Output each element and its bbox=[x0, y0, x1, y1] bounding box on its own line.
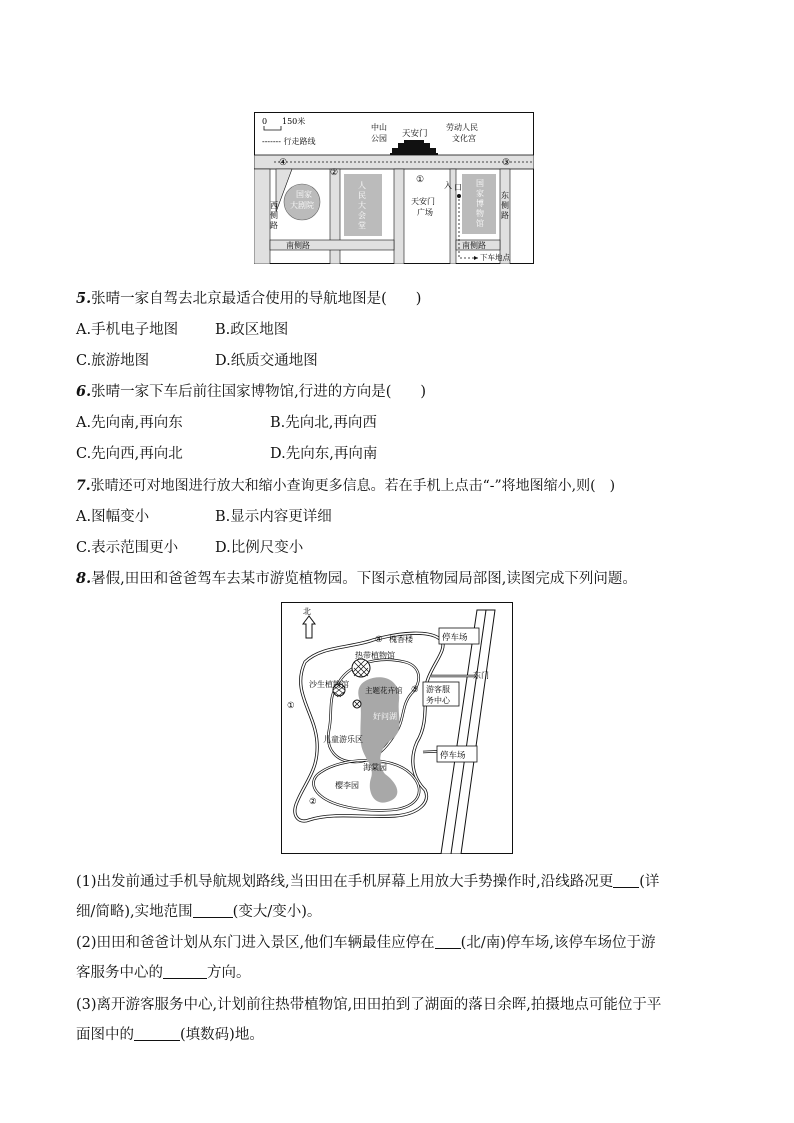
q5-option-b[interactable]: B.政区地图 bbox=[215, 322, 289, 338]
hall-label-4: 会 bbox=[358, 211, 366, 220]
theater-label-1: 国家 bbox=[296, 190, 312, 199]
entrance-label-1: 入 bbox=[444, 181, 452, 190]
hall-label-3: 大 bbox=[358, 201, 366, 210]
q7-stem: 7.张晴还可对地图进行放大和缩小查询更多信息。若在手机上点击“-”将地图缩小,则( ) bbox=[76, 478, 616, 494]
sub2-line2: 客服务中心的 方向。 bbox=[76, 965, 251, 981]
parking-south-label: 停车场 bbox=[440, 751, 466, 761]
circle-3: ③ bbox=[502, 158, 511, 168]
circle-3-label: ③ bbox=[411, 685, 419, 695]
q6-option-c[interactable]: C.先向西,再向北 bbox=[76, 446, 183, 462]
south-road-label: 南侧路 bbox=[286, 241, 310, 250]
scale-zero: 0 bbox=[262, 117, 268, 126]
sub1-blank-1[interactable] bbox=[613, 873, 639, 888]
east-gate-label: 东门 bbox=[473, 671, 489, 680]
sub1-line2: 细/简略),实地范围 (变大/变小)。 bbox=[76, 904, 322, 920]
kids-label: 儿童游乐区 bbox=[323, 735, 363, 744]
square-label-1: 天安门 bbox=[411, 197, 435, 206]
sub3-line2: 面图中的 (填数码)地。 bbox=[76, 1027, 264, 1043]
west-road-outer bbox=[254, 169, 270, 264]
museum-label-1: 国 bbox=[476, 179, 484, 188]
museum-label-4: 物 bbox=[476, 209, 484, 218]
theater-label-2: 大剧院 bbox=[290, 201, 314, 210]
west-road-label-3: 路 bbox=[270, 221, 278, 230]
q6-option-a[interactable]: A.先向南,再向东 bbox=[76, 415, 183, 431]
west-road-label-2: 侧 bbox=[270, 211, 278, 220]
entrance-dot bbox=[457, 194, 461, 198]
east-road-label-1: 东 bbox=[501, 191, 509, 200]
q6-option-d[interactable]: D.先向东,再向南 bbox=[270, 446, 378, 462]
walk-legend: ------- 行走路线 bbox=[262, 137, 316, 146]
q7-option-a[interactable]: A.图幅变小 bbox=[76, 509, 150, 525]
museum-label-2: 家 bbox=[476, 189, 484, 198]
begonia-label: 海棠园 bbox=[363, 763, 387, 772]
q7-option-d[interactable]: D.比例尺变小 bbox=[215, 540, 304, 556]
q5-stem: 5.张晴一家自驾去北京最适合使用的导航地图是( ) bbox=[76, 290, 422, 307]
huaixiang-label: 槐香楼 bbox=[389, 635, 413, 644]
museum-label-5: 馆 bbox=[476, 219, 484, 228]
q6-stem: 6.张晴一家下车后前往国家博物馆,行进的方向是( ) bbox=[76, 383, 427, 400]
south-road-east-label: 南侧路 bbox=[462, 241, 486, 250]
hall-label-2: 民 bbox=[358, 191, 366, 200]
cherry-label: 樱李园 bbox=[335, 781, 359, 790]
hall-label-5: 堂 bbox=[358, 221, 366, 230]
botanical-garden-map bbox=[281, 602, 513, 854]
museum-label-3: 博 bbox=[476, 199, 484, 208]
zhongshan-label-1: 中山 bbox=[371, 123, 387, 132]
lake-label: 好问湖 bbox=[373, 712, 397, 721]
q7-option-b[interactable]: B.显示内容更详细 bbox=[215, 509, 332, 525]
circle-2: ② bbox=[330, 168, 339, 178]
hall-label-1: 人 bbox=[358, 181, 366, 190]
zhongshan-label-2: 公园 bbox=[371, 134, 387, 143]
circle-2-label: ② bbox=[309, 797, 317, 807]
entrance-label-2: 口 bbox=[454, 183, 462, 192]
circle-4-label: ④ bbox=[375, 635, 383, 645]
dropoff-label: 下车地点 bbox=[480, 253, 510, 262]
theme-label: 主题花卉馆 bbox=[365, 686, 403, 695]
circle-1-label: ① bbox=[287, 701, 295, 711]
laodong-label-1: 劳动人民 bbox=[446, 123, 478, 132]
parking-north-label: 停车场 bbox=[442, 633, 468, 643]
circle-1: ① bbox=[416, 175, 425, 185]
square-label-2: 广场 bbox=[417, 208, 433, 217]
q5-option-c[interactable]: C.旅游地图 bbox=[76, 353, 150, 369]
circle-4: ④ bbox=[279, 158, 288, 168]
east-road-label-2: 侧 bbox=[501, 201, 509, 210]
sub2-line1: (2)田田和爸爸计划从东门进入景区,他们车辆最佳应停在 (北/南)停车场,该停车场位于游 bbox=[76, 935, 656, 951]
scale-value: 150米 bbox=[282, 117, 306, 126]
north-label: 北 bbox=[303, 607, 311, 616]
sub2-blank-1[interactable] bbox=[435, 934, 461, 949]
road-1 bbox=[394, 169, 404, 264]
sub1-blank-2[interactable] bbox=[193, 903, 233, 918]
west-road-label-1: 西 bbox=[270, 201, 278, 210]
q7-option-c[interactable]: C.表示范围更小 bbox=[76, 540, 179, 556]
sub3-blank[interactable] bbox=[134, 1026, 180, 1041]
tropical-label: 热带植物馆 bbox=[355, 651, 395, 660]
tiananmen-map bbox=[254, 112, 534, 264]
tiananmen-label: 天安门 bbox=[402, 129, 428, 139]
desert-label: 沙生植物馆 bbox=[309, 680, 349, 689]
q5-option-a[interactable]: A.手机电子地图 bbox=[76, 322, 179, 338]
q6-option-b[interactable]: B.先向北,再向西 bbox=[270, 415, 377, 431]
tropical-greenhouse-icon bbox=[352, 659, 370, 677]
visitor-label-1: 游客服 bbox=[426, 685, 450, 694]
q8-stem: 8.暑假,田田和爸爸驾车去某市游览植物园。下图示意植物园局部图,读图完成下列问题。 bbox=[76, 570, 637, 587]
laodong-label-2: 文化宫 bbox=[452, 134, 476, 143]
east-road-label-3: 路 bbox=[501, 211, 509, 220]
visitor-label-2: 务中心 bbox=[426, 696, 450, 705]
q5-option-d[interactable]: D.纸质交通地图 bbox=[215, 353, 318, 369]
sub2-blank-2[interactable] bbox=[163, 964, 207, 979]
sub3-line1: (3)离开游客服务中心,计划前往热带植物馆,田田拍到了湖面的落日余晖,拍摄地点可能位于平 bbox=[76, 997, 662, 1013]
sub1-line1: (1)出发前通过手机导航规划路线,当田田在手机屏幕上用放大手势操作时,沿线路况更 (详 bbox=[76, 874, 660, 890]
